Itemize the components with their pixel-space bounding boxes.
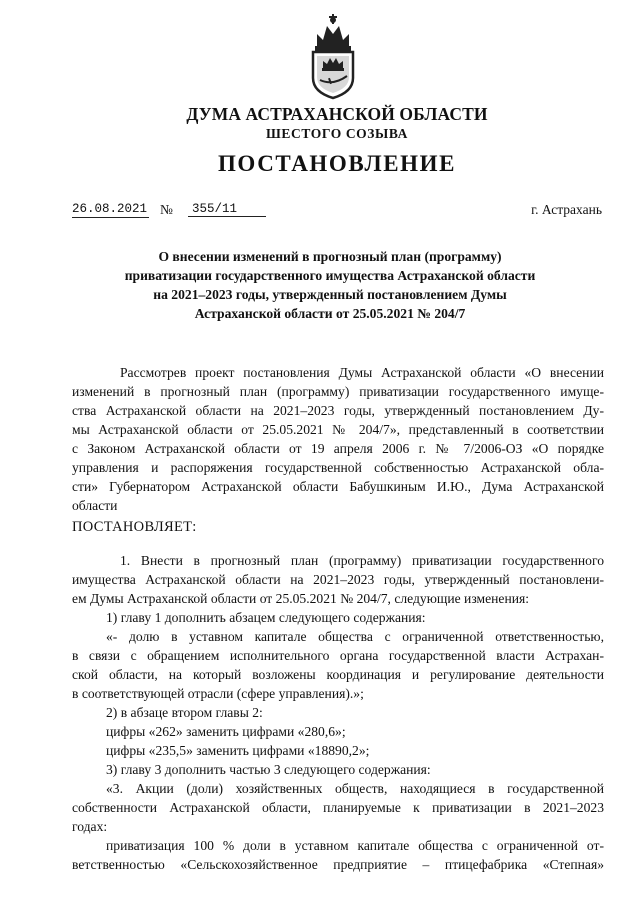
- title-line: Астраханской области от 25.05.2021 № 204/7: [194, 306, 466, 321]
- text-line: в соответствующей отрасли (сфере управления).»;: [72, 686, 364, 701]
- text-line: 1. Внести в прогнозный план (программу) приватизации государственного: [120, 553, 604, 568]
- text-line: 3) главу 3 дополнить частью 3 следующего содержания:: [106, 762, 431, 777]
- title-line: на 2021–2023 годы, утвержденный постановлением Думы: [153, 287, 507, 302]
- text-line: области: [72, 498, 118, 513]
- text-line: Рассмотрев проект постановления Думы Астраханской области «О внесении: [120, 365, 604, 380]
- text-line: приватизация 100 % доли в уставном капитале общества с ограниченной от-: [106, 838, 604, 853]
- text-line: изменений в прогнозный план (программу) приватизации государственного имуще-: [72, 384, 604, 399]
- text-line: ем Думы Астраханской области от 25.05.2021 № 204/7, следующие изменения:: [72, 591, 530, 606]
- text-line: годах:: [72, 819, 108, 834]
- document-number: 355/11: [188, 202, 266, 217]
- decree-body: [72, 551, 604, 874]
- coat-of-arms-icon: [303, 12, 363, 100]
- text-line: цифры «262» заменить цифрами «280,6»;: [106, 724, 346, 739]
- prologue-paragraph: [72, 363, 604, 515]
- text-line: 2) в абзаце втором главы 2:: [106, 705, 263, 720]
- document-type: ПОСТАНОВЛЕНИЕ: [217, 151, 457, 176]
- convocation: ШЕСТОГО СОЗЫВА: [266, 126, 408, 141]
- text-line: 1) главу 1 дополнить абзацем следующего содержания:: [106, 610, 426, 625]
- document-city: г. Астрахань: [531, 202, 602, 217]
- text-line: ской области, на который возложены координация и регулирование деятельности: [72, 667, 604, 682]
- text-line: с Законом Астраханской области от 19 апреля 2006 г. № 7/2006-ОЗ «О порядке: [72, 441, 604, 456]
- title-line: О внесении изменений в прогнозный план (программу): [158, 249, 502, 264]
- text-line: собственности Астраханской области, планируемые к приватизации в 2021–2023: [72, 800, 604, 815]
- organization-name: ДУМА АСТРАХАНСКОЙ ОБЛАСТИ: [186, 104, 488, 124]
- text-line: имущества Астраханской области на 2021–2023 годы, утвержденный постановлени-: [72, 572, 604, 587]
- number-sign: №: [160, 202, 173, 217]
- text-line: цифры «235,5» заменить цифрами «18890,2»;: [106, 743, 370, 758]
- text-line: «3. Акции (доли) хозяйственных обществ, находящиеся в государственной: [106, 781, 604, 796]
- document-date: 26.08.2021: [72, 202, 148, 216]
- text-line: «- долю в уставном капитале общества с ограниченной ответственностью,: [106, 629, 604, 644]
- title-line: приватизации государственного имущества Астраханской области: [124, 268, 536, 283]
- document-title: [100, 247, 560, 323]
- text-line: сти» Губернатором Астраханской области Бабушкиным И.Ю., Дума Астраханской: [72, 479, 604, 494]
- decree-word: ПОСТАНОВЛЯЕТ:: [72, 519, 197, 535]
- text-line: мы Астраханской области от 25.05.2021 № 204/7», представленный в соответствии: [72, 422, 604, 437]
- text-line: управления и распоряжения государственной собственностью Астраханской обла-: [72, 460, 604, 475]
- text-line: ства Астраханской области на 2021–2023 годы, утвержденный постановлением Ду-: [72, 403, 604, 418]
- text-line: ветственностью «Сельскохозяйственное предприятие – птицефабрика «Степная»: [72, 857, 604, 872]
- text-line: в связи с обращением исполнительного органа государственной власти Астрахан-: [72, 648, 604, 663]
- document-meta: [72, 202, 602, 224]
